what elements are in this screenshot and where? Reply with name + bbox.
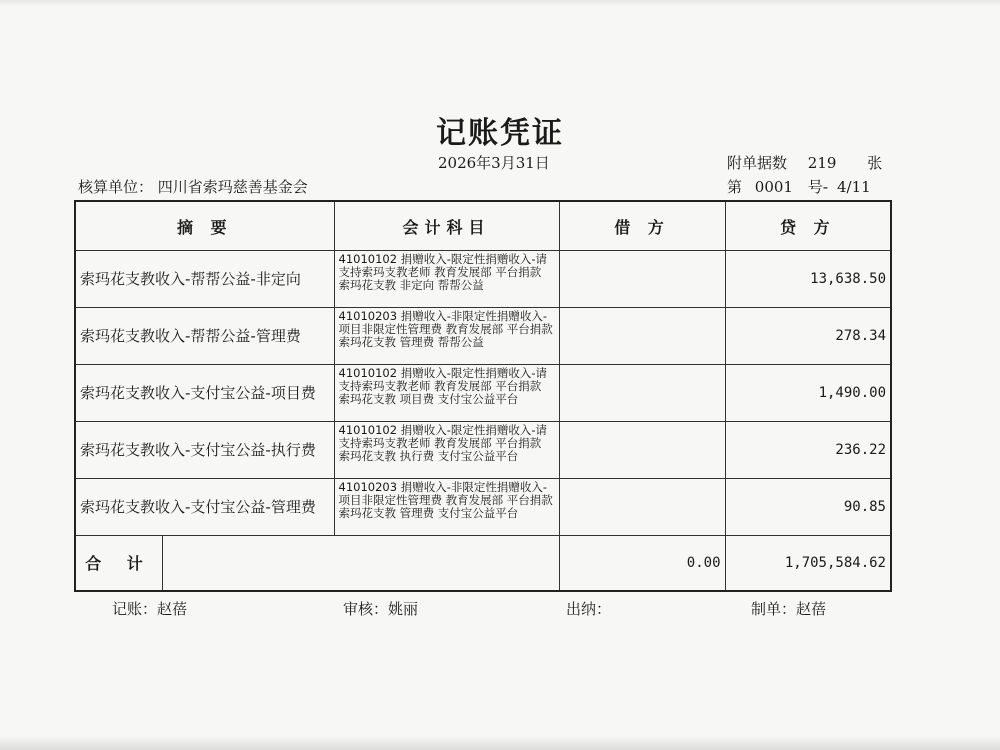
row-summary: 索玛花支教收入-帮帮公益-非定向	[75, 251, 334, 308]
bookkeeper-signature	[112, 598, 187, 619]
row-subject: 41010102 捐赠收入-限定性捐赠收入-请支持索玛支教老师 教育发展部 平台捐款 索玛花支教 非定向 帮帮公益	[334, 251, 559, 308]
row-summary: 索玛花支教收入-帮帮公益-管理费	[75, 308, 334, 365]
row-subject: 41010102 捐赠收入-限定性捐赠收入-请支持索玛支教老师 教育发展部 平台捐款 索玛花支教 项目费 支付宝公益平台	[334, 365, 559, 421]
header-summary: 摘 要	[75, 201, 334, 251]
cashier-signature	[566, 598, 611, 619]
voucher-title: 记账凭证	[436, 116, 564, 151]
voucher-table	[74, 200, 892, 592]
row-summary: 索玛花支教收入-支付宝公益-项目费	[75, 365, 334, 421]
voucher-number	[727, 176, 871, 197]
total-label-cell	[75, 535, 559, 591]
attachments-count: 219	[807, 154, 837, 172]
table-row	[75, 308, 891, 365]
preparer-name: 赵蓓	[796, 600, 827, 618]
total-blank	[163, 536, 559, 590]
bookkeeper-label: 记账：	[112, 600, 158, 618]
preparer-signature	[751, 598, 826, 619]
page-indicator: 4/11	[836, 178, 871, 196]
row-credit: 236.22	[725, 421, 891, 478]
reviewer-signature	[343, 598, 418, 619]
table-row	[75, 365, 891, 421]
total-row	[75, 535, 891, 591]
header-subject: 会计科目	[334, 201, 559, 251]
row-summary: 索玛花支教收入-支付宝公益-管理费	[75, 478, 334, 535]
reviewer-name: 姚丽	[388, 600, 419, 618]
preparer-label: 制单：	[751, 600, 797, 618]
row-credit: 1,490.00	[725, 365, 891, 421]
reviewer-label: 审核：	[343, 600, 389, 618]
row-debit	[559, 478, 725, 535]
number-suffix: 号-	[807, 178, 829, 196]
row-debit	[559, 251, 725, 308]
number-value: 0001	[754, 178, 793, 196]
header-debit: 借 方	[559, 201, 725, 251]
accounting-unit	[78, 176, 308, 197]
total-debit: 0.00	[559, 535, 725, 591]
row-summary: 索玛花支教收入-支付宝公益-执行费	[75, 421, 334, 478]
table-row	[75, 421, 891, 478]
row-credit: 278.34	[725, 308, 891, 365]
unit-label: 核算单位：	[78, 178, 154, 196]
voucher-date: 2026年3月31日	[438, 154, 550, 172]
table-row	[75, 251, 891, 308]
attachments-label: 附单据数	[727, 154, 788, 172]
cashier-label: 出纳：	[566, 600, 612, 618]
unit-name: 四川省索玛慈善基金会	[157, 178, 308, 196]
row-subject: 41010102 捐赠收入-限定性捐赠收入-请支持索玛支教老师 教育发展部 平台捐款 索玛花支教 执行费 支付宝公益平台	[334, 421, 559, 478]
table-row	[75, 478, 891, 535]
total-credit: 1,705,584.62	[725, 535, 891, 591]
attachments-info	[727, 152, 882, 173]
paper-edge	[0, 0, 1000, 6]
total-label: 合 计	[76, 536, 163, 590]
table-header-row	[75, 201, 891, 251]
attachments-unit: 张	[867, 154, 883, 172]
row-subject: 41010203 捐赠收入-非限定性捐赠收入-项目非限定性管理费 教育发展部 平台捐款 索玛花支教 管理费 支付宝公益平台	[334, 478, 559, 535]
number-prefix: 第	[727, 178, 743, 196]
bookkeeper-name: 赵蓓	[157, 600, 188, 618]
row-subject: 41010203 捐赠收入-非限定性捐赠收入-项目非限定性管理费 教育发展部 平台捐款 索玛花支教 管理费 帮帮公益	[334, 308, 559, 365]
row-debit	[559, 308, 725, 365]
row-credit: 13,638.50	[725, 251, 891, 308]
row-debit	[559, 365, 725, 421]
row-debit	[559, 421, 725, 478]
paper-edge	[0, 736, 1000, 750]
header-credit: 贷 方	[725, 201, 891, 251]
row-credit: 90.85	[725, 478, 891, 535]
